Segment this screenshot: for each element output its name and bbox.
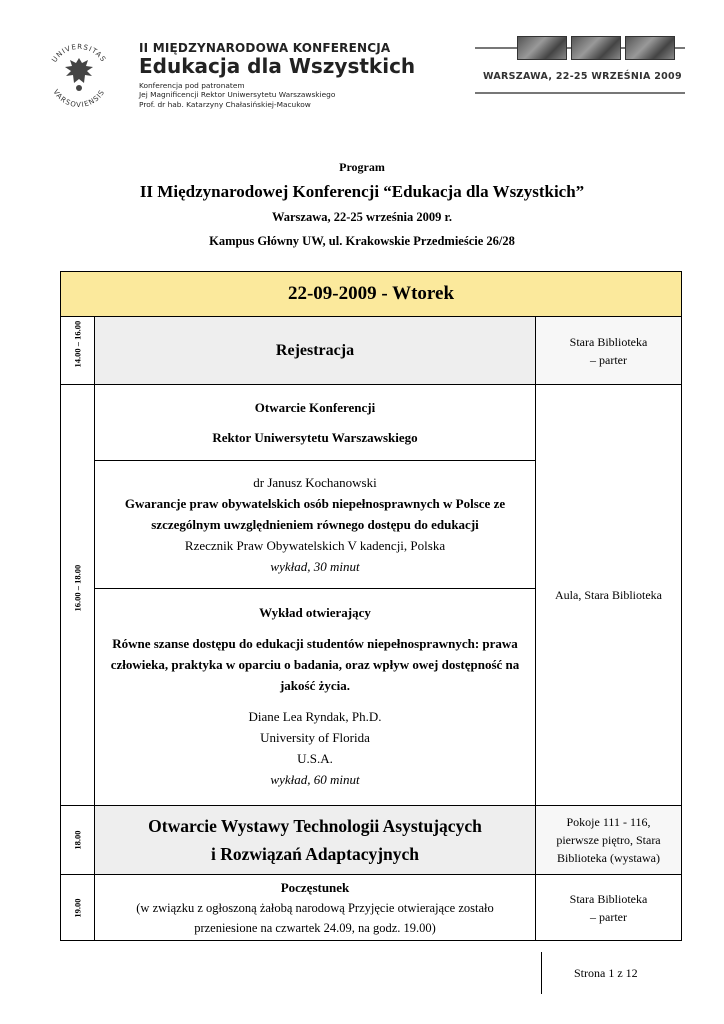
- time-label: 19.00: [72, 897, 83, 918]
- lecture1-session: [95, 461, 536, 589]
- schedule-table: [60, 271, 682, 941]
- location-cell: [536, 806, 682, 875]
- lecture2-session: [95, 589, 536, 806]
- program-label: Program: [339, 160, 385, 174]
- svg-text:VARSOVIENSIS: [51, 88, 106, 109]
- lecture1-type: wykład, 30 minut: [270, 559, 360, 574]
- program-place-date: Warszawa, 22-25 września 2009 r.: [271, 210, 453, 224]
- lecture1-role: Rzecznik Praw Obywatelskich V kadencji, Polska: [184, 538, 446, 553]
- header-banner: [475, 36, 685, 96]
- lecture2-country: U.S.A.: [297, 750, 333, 766]
- opening-speaker: Rektor Uniwersytetu Warszawskiego: [212, 429, 418, 445]
- lecture1-speaker: dr Janusz Kochanowski: [253, 475, 377, 490]
- location-line: Pokoje 111 - 116,: [566, 815, 651, 829]
- conference-edition: II MIĘDZYNARODOWA KONFERENCJA: [139, 41, 391, 55]
- patronage-line: Jej Magnificencji Rektor Uniwersytetu Warszawskiego: [139, 90, 336, 100]
- footer-divider: [541, 952, 542, 994]
- opening-session: [95, 385, 536, 461]
- time-cell: [61, 317, 95, 385]
- reception-note: (w związku z ogłoszoną żałobą narodową Przyjęcie otwierające zostało przeniesione na czwartek 24.09, na godz. 19.00): [136, 900, 494, 935]
- university-seal-logo: [40, 36, 118, 114]
- location-line: Stara Biblioteka: [569, 334, 648, 349]
- seal-text-top: UNIVERSITAS: [50, 42, 108, 64]
- patronage-line: Prof. dr hab. Katarzyny Chałasińskiej-Macukow: [139, 99, 311, 109]
- conference-photo: [571, 36, 621, 60]
- eagle-icon: [65, 58, 93, 91]
- page-number: Strona 1 z 12: [574, 966, 638, 980]
- conference-photo: [517, 36, 567, 60]
- conference-date-place: WARSZAWA, 22-25 WRZEŚNIA 2009: [483, 71, 682, 82]
- location-line: – parter: [590, 909, 627, 924]
- seal-text-bottom: VARSOVIENSIS: [51, 88, 107, 110]
- time-label: 14.00 – 16.00: [72, 320, 83, 367]
- time-cell: [61, 385, 95, 806]
- photo-strip: [517, 36, 675, 60]
- conference-photo: [625, 36, 675, 60]
- time-label: 16.00 – 18.00: [72, 564, 83, 612]
- exhibition-row: [61, 806, 682, 875]
- time-cell: [61, 875, 95, 941]
- exhibition-title-line: i Rozwiązań Adaptacyjnych: [210, 844, 420, 864]
- location-line: Biblioteka (wystawa): [557, 851, 660, 865]
- lecture2-type: wykład, 60 minut: [270, 771, 360, 787]
- time-label: 18.00: [72, 830, 83, 850]
- location-line: – parter: [590, 352, 627, 367]
- location-line: pierwsze piętro, Stara: [556, 833, 661, 847]
- lecture2-title: Równe szanse dostępu do edukacji studentów niepełnosprawnych: prawa człowieka, praktyka w oparciu o badania, oraz wpływ owej dostępność na jakość życia.: [110, 635, 520, 693]
- program-campus: Kampus Główny UW, ul. Krakowskie Przedmieście 26/28: [209, 234, 515, 248]
- location-cell: [536, 875, 682, 941]
- reception-session: [95, 875, 536, 941]
- lecture2-speaker: Diane Lea Ryndak, Ph.D.: [248, 708, 382, 724]
- patronage-block: [139, 81, 335, 109]
- lecture2-university: University of Florida: [260, 729, 370, 745]
- program-title: II Międzynarodowej Konferencji “Edukacja dla Wszystkich”: [139, 182, 585, 201]
- location-cell: [536, 317, 682, 385]
- reception-title: Poczęstunek: [280, 879, 350, 895]
- day-title: 22-09-2009 - Wtorek: [61, 272, 682, 317]
- lecture2-heading: Wykład otwierający: [259, 604, 371, 620]
- opening-title: Otwarcie Konferencji: [254, 399, 376, 415]
- location-line: Stara Biblioteka: [569, 891, 648, 906]
- lecture1-title: Gwarancje praw obywatelskich osób niepełnosprawnych w Polsce ze szczególnym uwzględnieniem równego dostępu do edukacji: [124, 496, 506, 532]
- location-cell: Aula, Stara Biblioteka: [536, 385, 682, 806]
- exhibition-title: [95, 806, 536, 875]
- opening-row: [61, 385, 682, 461]
- day-header-row: [61, 272, 682, 317]
- registration-title: Rejestracja: [95, 317, 536, 385]
- registration-row: [61, 317, 682, 385]
- patronage-line: Konferencja pod patronatem: [139, 81, 245, 90]
- time-cell: [61, 806, 95, 875]
- exhibition-title-line: Otwarcie Wystawy Technologii Asystujących: [148, 816, 482, 836]
- conference-title: Edukacja dla Wszystkich: [139, 54, 416, 78]
- reception-row: [61, 875, 682, 941]
- banner-rule-bottom: [475, 92, 685, 94]
- lecture2-details: [95, 706, 535, 790]
